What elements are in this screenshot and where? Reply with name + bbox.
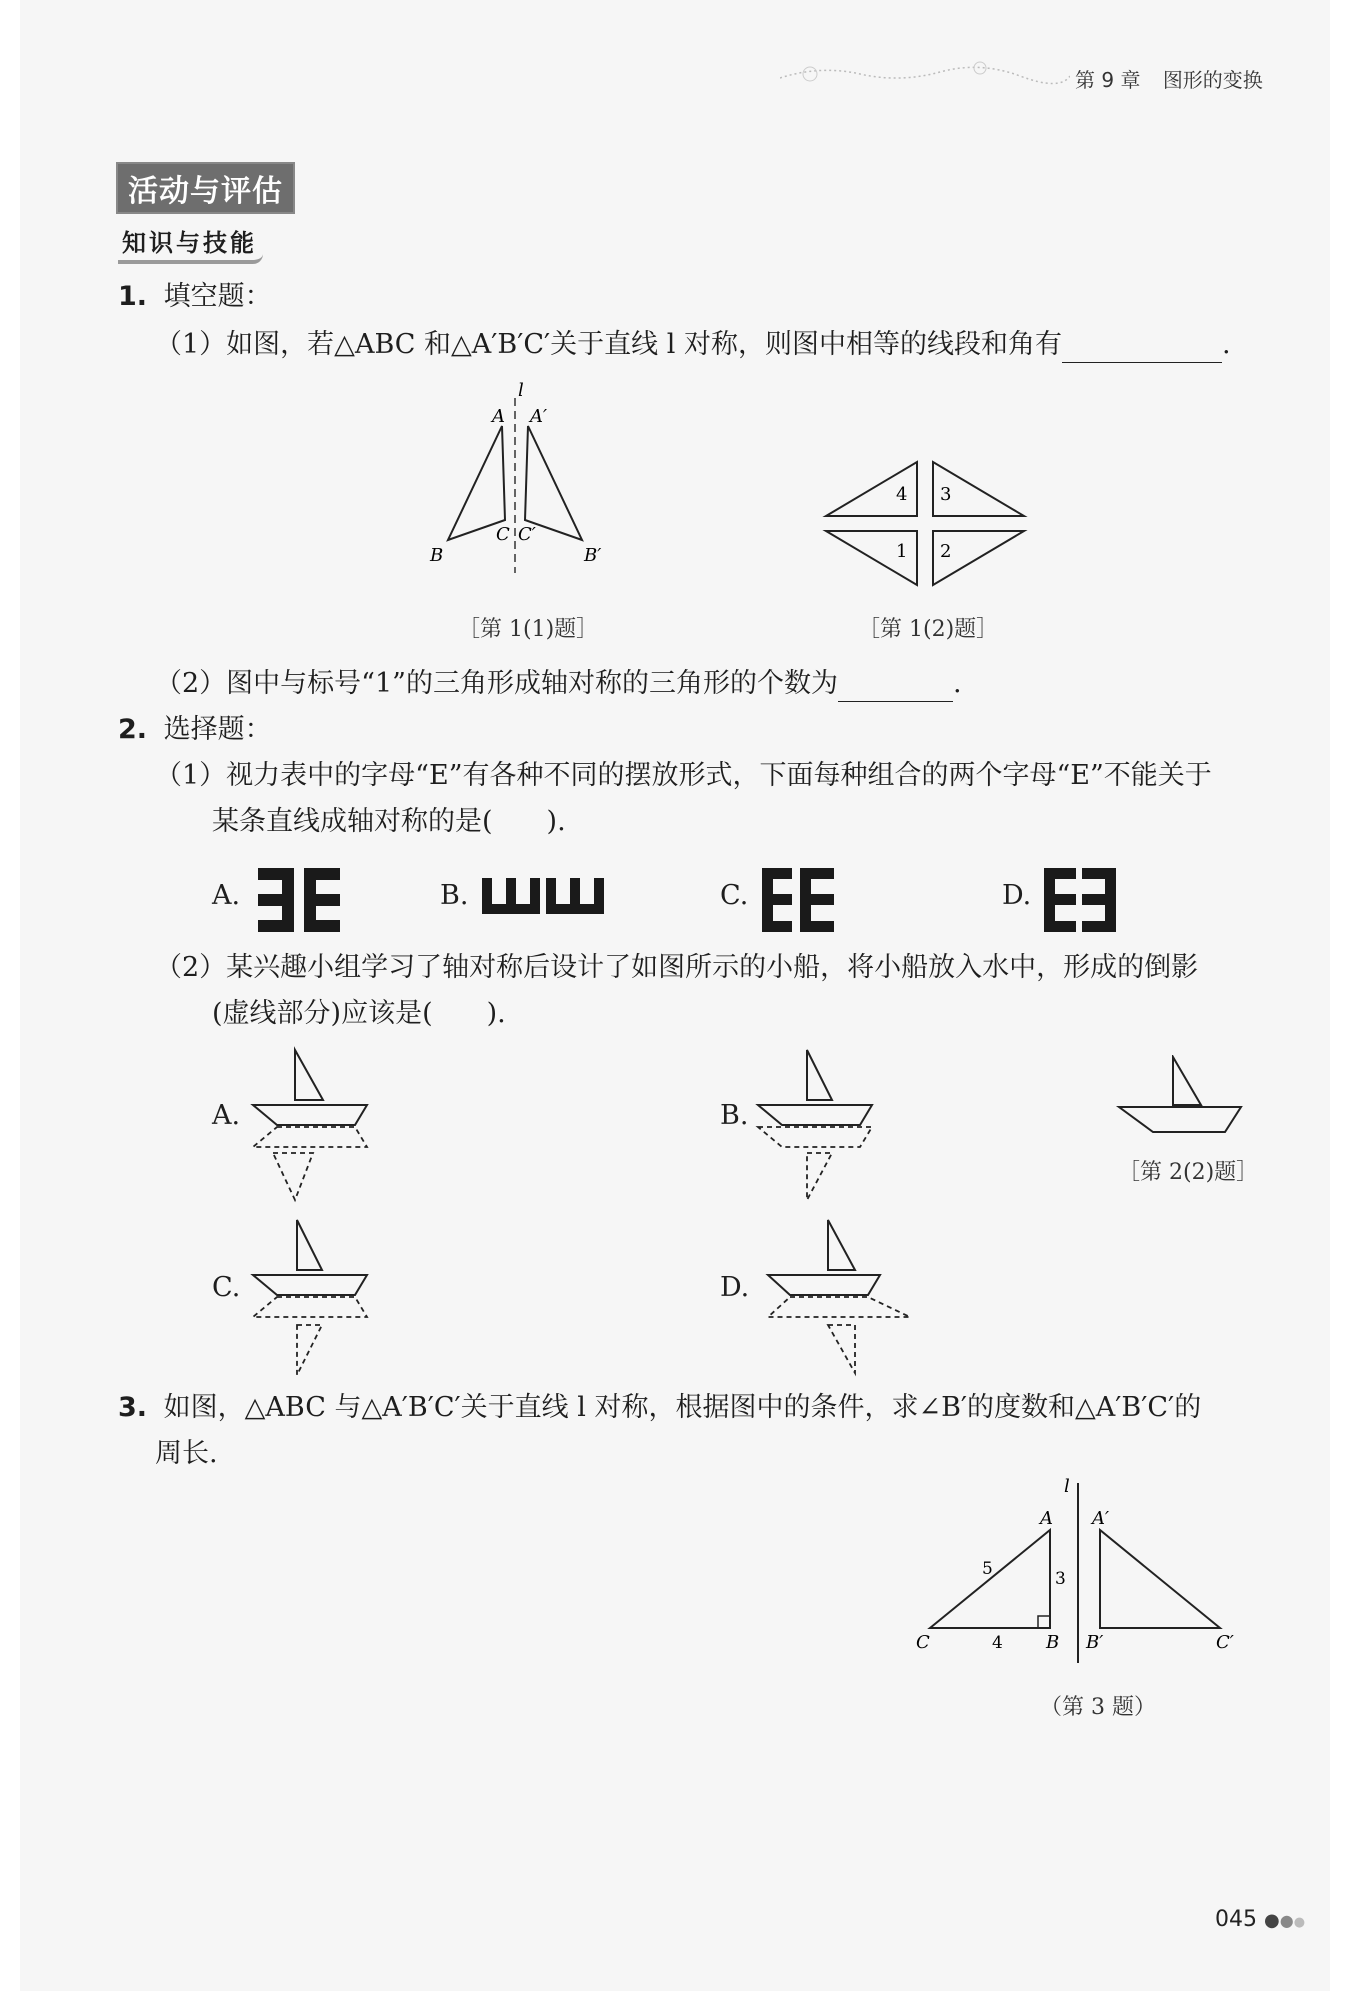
- header-decoration: [780, 60, 1070, 90]
- q2-part1-line1: （1）视力表中的字母“E”有各种不同的摆放形式，下面每种组合的两个字母“E”不能关于: [155, 760, 1212, 791]
- q3-number: 3.: [118, 1392, 148, 1423]
- side-4: 4: [992, 1633, 1003, 1653]
- option-b-label: B.: [440, 880, 469, 911]
- right-angle-mark: [1038, 1616, 1050, 1628]
- q3-line1: [118, 1390, 1201, 1425]
- section-title: 活动与评估: [116, 162, 295, 214]
- q1-part2-end: .: [952, 668, 962, 699]
- q1-part1-text: （1）如图，若△ABC 和△A′B′C′关于直线 l 对称，则图中相等的线段和角有: [155, 329, 1062, 360]
- side-5: 5: [982, 1559, 993, 1579]
- label-c: C: [496, 524, 510, 545]
- boat-option-a: [245, 1045, 375, 1205]
- label-3: 3: [940, 484, 952, 505]
- label-4: 4: [896, 484, 908, 505]
- boat-caption: ［第 2(2)题］: [1118, 1160, 1259, 1185]
- option-b-e-pair: [482, 878, 604, 914]
- q2-title: 选择题：: [163, 714, 272, 745]
- q1-title: 填空题：: [163, 281, 272, 312]
- option-a-label: A.: [212, 880, 241, 911]
- boat-option-b: [750, 1045, 880, 1205]
- q2-part1-line2: 某条直线成轴对称的是( ).: [212, 806, 566, 837]
- option-a-e-pair: [258, 868, 340, 932]
- triangle-abc-prime: [525, 426, 582, 540]
- page-number-text: 045: [1215, 1907, 1257, 1932]
- label-c-prime: C′: [518, 524, 536, 545]
- triangle-abc: [930, 1530, 1050, 1628]
- label-b-prime: B′: [584, 545, 602, 566]
- option-c-label: C.: [720, 880, 749, 911]
- chapter-header: [1075, 64, 1263, 93]
- boat-option-a-label: A.: [212, 1100, 241, 1131]
- q2-part2-line1: （2）某兴趣小组学习了轴对称后设计了如图所示的小船，将小船放入水中，形成的倒影: [155, 952, 1199, 983]
- label-l: l: [1064, 1478, 1070, 1497]
- page: [20, 0, 1330, 1991]
- label-1: 1: [896, 541, 908, 562]
- q3-text: 如图，△ABC 与△A′B′C′关于直线 l 对称，根据图中的条件，求∠B′的度数和△A′B′C′的: [163, 1392, 1202, 1423]
- subsection-title: 知识与技能: [118, 221, 263, 264]
- q1-heading: [118, 279, 272, 314]
- q1-part1: [155, 327, 1231, 363]
- q2-part2-line2: (虚线部分)应该是( ).: [212, 998, 506, 1029]
- label-l: l: [518, 380, 524, 401]
- triangle-abc: [448, 426, 505, 540]
- boat-option-c-label: C.: [212, 1272, 241, 1303]
- boat-figure: [1115, 1055, 1245, 1135]
- page-dots-icon: ●: [1264, 1910, 1280, 1931]
- label-a: A: [1040, 1508, 1053, 1529]
- label-a-prime: A′: [530, 406, 548, 427]
- boat-option-c: [245, 1215, 375, 1380]
- boat-option-b-label: B.: [720, 1100, 749, 1131]
- q1-part2-text: （2）图中与标号“1”的三角形成轴对称的三角形的个数为: [155, 668, 838, 699]
- figure-3: [910, 1478, 1270, 1668]
- fig-1-2-caption: ［第 1(2)题］: [858, 617, 999, 642]
- option-d-e-pair: [1044, 868, 1116, 932]
- boat-option-d-label: D.: [720, 1272, 750, 1303]
- q3-caption: （第 3 题）: [1040, 1695, 1156, 1720]
- page-number: 045 ●●●: [1215, 1907, 1306, 1932]
- q1-part1-end: .: [1221, 329, 1231, 360]
- side-3: 3: [1055, 1569, 1066, 1589]
- option-d-label: D.: [1002, 880, 1032, 911]
- triangle-abc-prime: [1100, 1530, 1220, 1628]
- chapter-title: 图形的变换: [1162, 68, 1263, 92]
- q1-part1-blank: [1062, 327, 1222, 363]
- label-a: A: [492, 406, 505, 427]
- q3-line2: 周长.: [155, 1438, 218, 1469]
- q2-heading: [118, 712, 272, 747]
- q1-part2-blank: [838, 666, 953, 702]
- label-2: 2: [940, 541, 952, 562]
- option-c-e-pair: [762, 868, 834, 932]
- chapter-number: 第 9 章: [1075, 68, 1141, 92]
- fig-1-1-caption: ［第 1(1)题］: [458, 617, 599, 642]
- q1-number: 1.: [118, 281, 148, 312]
- figure-1-2: [800, 450, 1030, 600]
- label-b: B: [430, 545, 444, 566]
- label-a-prime: A′: [1092, 1508, 1110, 1529]
- label-c-prime: C′: [1216, 1632, 1234, 1653]
- q1-part2: [155, 666, 962, 702]
- label-b-prime: B′: [1086, 1632, 1104, 1653]
- label-b: B: [1046, 1632, 1060, 1653]
- boat-option-d: [760, 1215, 920, 1380]
- label-c: C: [916, 1632, 930, 1653]
- figure-1-1: [400, 378, 630, 578]
- q2-number: 2.: [118, 714, 148, 745]
